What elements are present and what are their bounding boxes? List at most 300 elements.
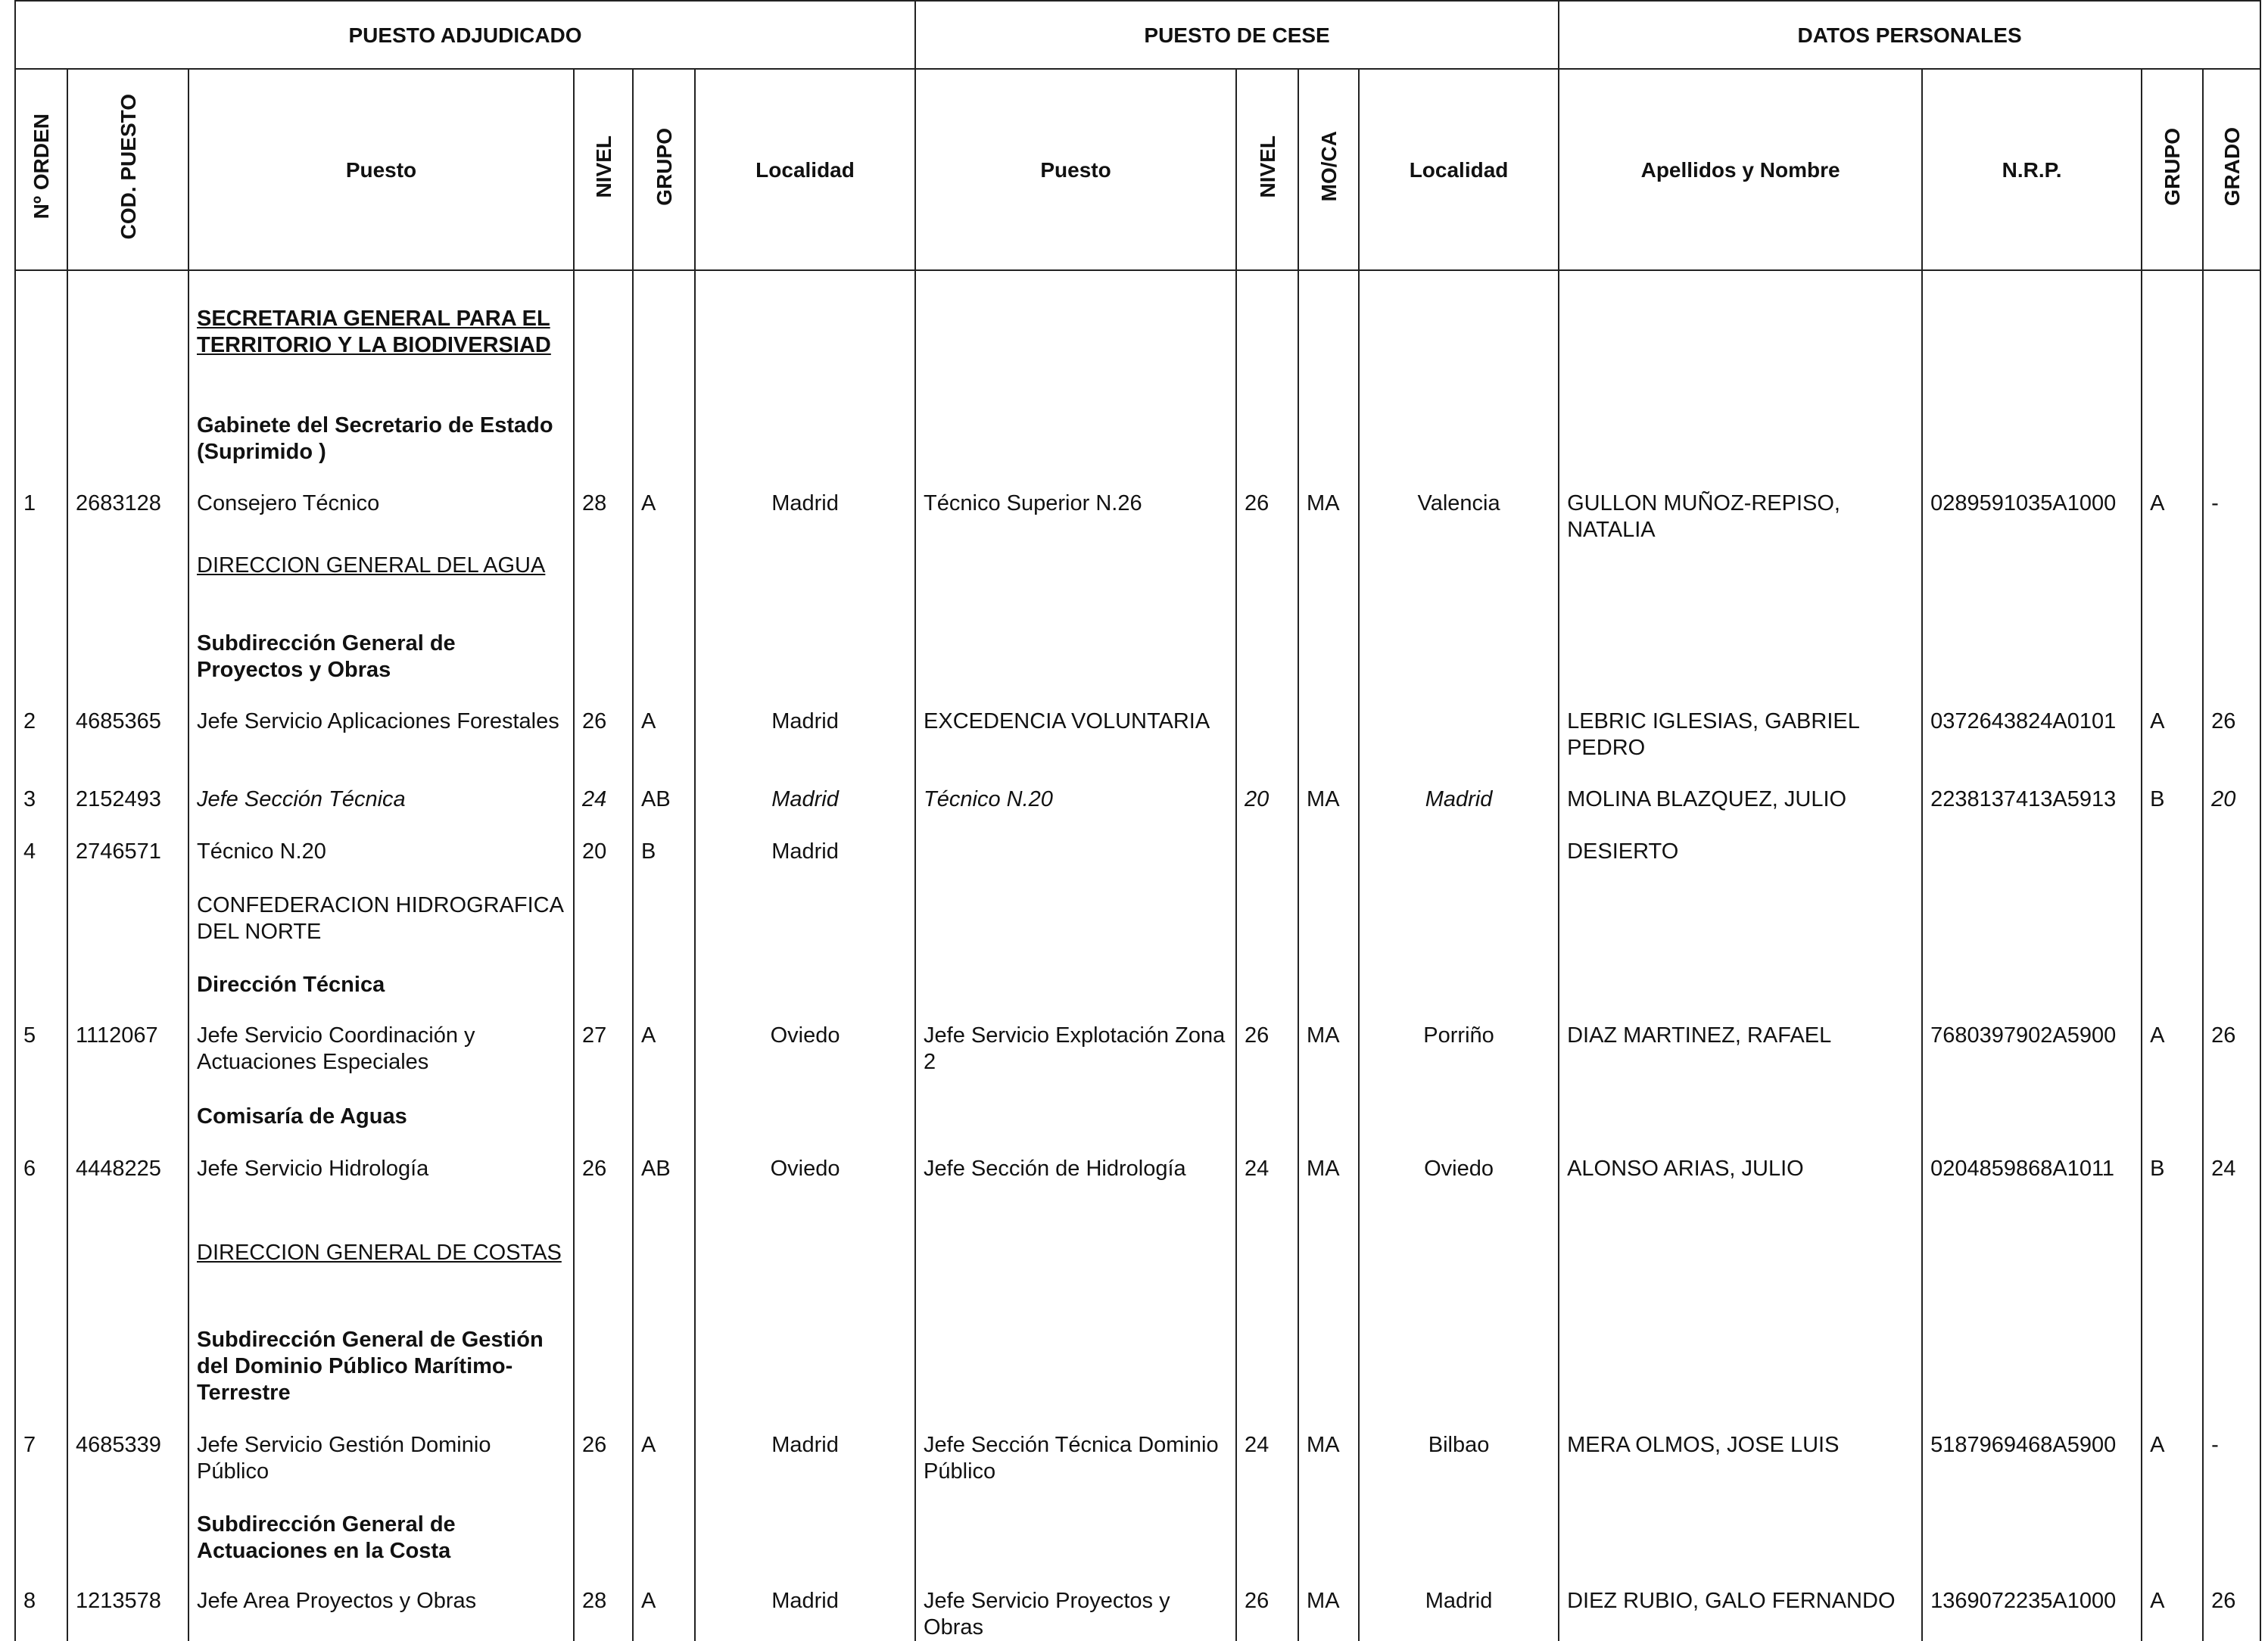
empty-cell bbox=[1298, 621, 1359, 699]
header-label: N.R.P. bbox=[2002, 157, 2062, 182]
col-dp-grupo-cell: B bbox=[2142, 777, 2203, 830]
empty-cell bbox=[695, 883, 915, 963]
empty-cell bbox=[633, 883, 695, 963]
empty-cell bbox=[2142, 543, 2203, 621]
col-grupo-cell: A bbox=[633, 481, 695, 543]
empty-cell bbox=[1922, 1502, 2142, 1579]
empty-cell bbox=[1559, 621, 1922, 699]
col-localidad-cell: Madrid bbox=[695, 481, 915, 543]
table-row bbox=[15, 699, 2260, 777]
col-dp-grupo-cell bbox=[2142, 830, 2203, 883]
empty-cell bbox=[695, 297, 915, 403]
col-nrp-cell: 0204859868A1011 bbox=[1922, 1147, 2142, 1231]
empty-cell bbox=[633, 621, 695, 699]
col-nrp-header bbox=[1922, 69, 2142, 270]
section-heading-row bbox=[15, 1231, 2260, 1318]
empty-cell bbox=[1559, 1231, 1922, 1318]
header-label: NIVEL bbox=[591, 135, 615, 198]
empty-cell bbox=[1359, 1095, 1559, 1147]
empty-cell bbox=[1922, 883, 2142, 963]
empty-cell bbox=[915, 543, 1236, 621]
col-cese-nivel-header bbox=[1236, 69, 1298, 270]
header-label: Localidad bbox=[755, 157, 855, 182]
col-apellidos-nombre-cell: DIAZ MARTINEZ, RAFAEL bbox=[1559, 1014, 1922, 1095]
empty-cell bbox=[1236, 621, 1298, 699]
col-grupo-cell: A bbox=[633, 1014, 695, 1095]
col-nrp-cell: 7680397902A5900 bbox=[1922, 1014, 2142, 1095]
col-localidad-header bbox=[695, 69, 915, 270]
empty-cell bbox=[1298, 963, 1359, 1014]
empty-cell bbox=[2142, 1502, 2203, 1579]
empty-cell bbox=[1922, 963, 2142, 1014]
col-cod-puesto-header bbox=[67, 69, 188, 270]
col-puesto-cell: Jefe Servicio Aplicaciones Forestales bbox=[188, 699, 574, 777]
empty-cell bbox=[15, 1318, 67, 1423]
empty-cell bbox=[15, 1231, 67, 1318]
empty-cell bbox=[1298, 883, 1359, 963]
empty-cell bbox=[1236, 963, 1298, 1014]
section-heading-row bbox=[15, 403, 2260, 481]
empty-cell bbox=[1559, 1502, 1922, 1579]
col-dp-grupo-cell: A bbox=[2142, 481, 2203, 543]
empty-cell bbox=[574, 621, 633, 699]
empty-cell bbox=[67, 297, 188, 403]
col-dp-grupo-cell: A bbox=[2142, 1014, 2203, 1095]
col-apellidos-nombre-cell: GULLON MUÑOZ-REPISO, NATALIA bbox=[1559, 481, 1922, 543]
empty-cell bbox=[15, 963, 67, 1014]
empty-cell bbox=[695, 543, 915, 621]
section-heading: Comisaría de Aguas bbox=[188, 1095, 574, 1147]
empty-cell bbox=[915, 1231, 1236, 1318]
empty-cell bbox=[15, 403, 67, 481]
empty-cell bbox=[1922, 403, 2142, 481]
empty-cell bbox=[915, 883, 1236, 963]
col-puesto-cell: Jefe Servicio Hidrología bbox=[188, 1147, 574, 1231]
col-cese-nivel-cell: 24 bbox=[1236, 1423, 1298, 1502]
empty-cell bbox=[67, 403, 188, 481]
col-puesto-cell: Jefe Sección Técnica bbox=[188, 777, 574, 830]
empty-cell bbox=[633, 403, 695, 481]
col-grupo-cell: AB bbox=[633, 777, 695, 830]
col-dp-grupo-cell: A bbox=[2142, 1579, 2203, 1641]
empty-cell bbox=[1359, 963, 1559, 1014]
col-grado-header bbox=[2203, 69, 2260, 270]
col-cese-localidad-cell: Porriño bbox=[1359, 1014, 1559, 1095]
table-row bbox=[15, 1014, 2260, 1095]
empty-cell bbox=[574, 963, 633, 1014]
col-cod-puesto-cell: 1112067 bbox=[67, 1014, 188, 1095]
empty-cell bbox=[1359, 403, 1559, 481]
col-apellidos-nombre-header bbox=[1559, 69, 1922, 270]
col-moca-cell bbox=[1298, 830, 1359, 883]
col-orden-cell: 3 bbox=[15, 777, 67, 830]
col-nrp-cell: 1369072235A1000 bbox=[1922, 1579, 2142, 1641]
header-label: COD. PUESTO bbox=[116, 93, 140, 240]
empty-cell bbox=[2142, 403, 2203, 481]
col-apellidos-nombre-cell: MOLINA BLAZQUEZ, JULIO bbox=[1559, 777, 1922, 830]
empty-cell bbox=[1298, 543, 1359, 621]
section-heading: DIRECCION GENERAL DEL AGUA bbox=[188, 543, 574, 621]
empty-cell bbox=[1559, 1095, 1922, 1147]
col-dp-grupo-cell: B bbox=[2142, 1147, 2203, 1231]
empty-cell bbox=[2203, 403, 2260, 481]
section-heading-row bbox=[15, 1502, 2260, 1579]
empty-cell bbox=[2203, 621, 2260, 699]
empty-cell bbox=[1236, 1095, 1298, 1147]
col-cese-puesto-cell bbox=[915, 830, 1236, 883]
empty-cell bbox=[574, 297, 633, 403]
empty-cell bbox=[1359, 543, 1559, 621]
empty-cell bbox=[2142, 1231, 2203, 1318]
col-cod-puesto-cell: 4685339 bbox=[67, 1423, 188, 1502]
empty-cell bbox=[1298, 1231, 1359, 1318]
col-cese-nivel-cell: 26 bbox=[1236, 1014, 1298, 1095]
empty-cell bbox=[1359, 883, 1559, 963]
empty-cell bbox=[2142, 297, 2203, 403]
col-dp-grupo-cell: A bbox=[2142, 699, 2203, 777]
col-cese-puesto-cell: Jefe Servicio Explotación Zona 2 bbox=[915, 1014, 1236, 1095]
adjudication-table bbox=[14, 0, 2261, 1641]
empty-cell bbox=[915, 963, 1236, 1014]
col-cese-localidad-cell: Valencia bbox=[1359, 481, 1559, 543]
col-grado-cell bbox=[2203, 830, 2260, 883]
empty-cell bbox=[1236, 403, 1298, 481]
empty-cell bbox=[67, 1231, 188, 1318]
col-localidad-cell: Madrid bbox=[695, 830, 915, 883]
empty-cell bbox=[633, 1095, 695, 1147]
empty-cell bbox=[2203, 883, 2260, 963]
col-moca-cell: MA bbox=[1298, 1423, 1359, 1502]
header-label: MO/CA bbox=[1316, 131, 1341, 202]
col-moca-header bbox=[1298, 69, 1359, 270]
empty-cell bbox=[2142, 1095, 2203, 1147]
spacer-cell bbox=[15, 270, 67, 297]
empty-cell bbox=[1922, 1318, 2142, 1423]
col-localidad-cell: Madrid bbox=[695, 699, 915, 777]
spacer-cell bbox=[1359, 270, 1559, 297]
empty-cell bbox=[15, 883, 67, 963]
empty-cell bbox=[1236, 1502, 1298, 1579]
col-nivel-cell: 26 bbox=[574, 1423, 633, 1502]
col-nivel-cell: 28 bbox=[574, 481, 633, 543]
col-grupo-cell: A bbox=[633, 1579, 695, 1641]
col-cese-localidad-cell bbox=[1359, 830, 1559, 883]
empty-cell bbox=[1922, 621, 2142, 699]
empty-cell bbox=[1236, 297, 1298, 403]
table-row bbox=[15, 1423, 2260, 1502]
empty-cell bbox=[1922, 297, 2142, 403]
header-label: GRUPO bbox=[2161, 127, 2185, 206]
empty-cell bbox=[1559, 883, 1922, 963]
col-cese-nivel-cell bbox=[1236, 699, 1298, 777]
col-nivel-cell: 24 bbox=[574, 777, 633, 830]
col-cese-puesto-cell: Jefe Sección Técnica Dominio Público bbox=[915, 1423, 1236, 1502]
empty-cell bbox=[67, 883, 188, 963]
col-cese-nivel-cell: 26 bbox=[1236, 481, 1298, 543]
col-nivel-cell: 20 bbox=[574, 830, 633, 883]
empty-cell bbox=[915, 1318, 1236, 1423]
empty-cell bbox=[1298, 1318, 1359, 1423]
group-header-puesto-cese: PUESTO DE CESE bbox=[915, 1, 1559, 69]
col-localidad-cell: Madrid bbox=[695, 1423, 915, 1502]
section-heading-row bbox=[15, 883, 2260, 963]
empty-cell bbox=[574, 1095, 633, 1147]
empty-cell bbox=[1559, 543, 1922, 621]
col-cese-nivel-cell: 20 bbox=[1236, 777, 1298, 830]
col-cese-nivel-cell bbox=[1236, 830, 1298, 883]
col-apellidos-nombre-cell: LEBRIC IGLESIAS, GABRIEL PEDRO bbox=[1559, 699, 1922, 777]
empty-cell bbox=[633, 963, 695, 1014]
header-label: Localidad bbox=[1409, 157, 1509, 182]
col-orden-cell: 1 bbox=[15, 481, 67, 543]
col-orden-cell: 2 bbox=[15, 699, 67, 777]
empty-cell bbox=[67, 963, 188, 1014]
header-label: GRADO bbox=[2220, 126, 2244, 207]
section-heading-row bbox=[15, 621, 2260, 699]
col-cese-nivel-cell: 26 bbox=[1236, 1579, 1298, 1641]
empty-cell bbox=[574, 1318, 633, 1423]
col-grupo-header bbox=[633, 69, 695, 270]
col-localidad-cell: Madrid bbox=[695, 777, 915, 830]
empty-cell bbox=[2203, 1231, 2260, 1318]
group-header-puesto-adjudicado: PUESTO ADJUDICADO bbox=[15, 1, 915, 69]
col-nrp-cell: 5187969468A5900 bbox=[1922, 1423, 2142, 1502]
empty-cell bbox=[67, 1502, 188, 1579]
col-cese-localidad-cell: Oviedo bbox=[1359, 1147, 1559, 1231]
col-orden-cell: 7 bbox=[15, 1423, 67, 1502]
col-cese-puesto-cell: EXCEDENCIA VOLUNTARIA bbox=[915, 699, 1236, 777]
col-apellidos-nombre-cell: ALONSO ARIAS, JULIO bbox=[1559, 1147, 1922, 1231]
empty-cell bbox=[15, 621, 67, 699]
col-moca-cell: MA bbox=[1298, 1147, 1359, 1231]
empty-cell bbox=[2142, 963, 2203, 1014]
empty-cell bbox=[633, 297, 695, 403]
empty-cell bbox=[2203, 963, 2260, 1014]
col-moca-cell: MA bbox=[1298, 1579, 1359, 1641]
col-cese-localidad-cell: Madrid bbox=[1359, 1579, 1559, 1641]
empty-cell bbox=[915, 621, 1236, 699]
col-cese-puesto-cell: Técnico N.20 bbox=[915, 777, 1236, 830]
header-label: Puesto bbox=[345, 157, 417, 182]
empty-cell bbox=[2203, 1318, 2260, 1423]
header-label: Apellidos y Nombre bbox=[1640, 157, 1840, 182]
spacer-cell bbox=[1298, 270, 1359, 297]
col-orden-cell: 4 bbox=[15, 830, 67, 883]
empty-cell bbox=[695, 1318, 915, 1423]
empty-cell bbox=[1236, 1318, 1298, 1423]
col-grado-cell: 26 bbox=[2203, 1579, 2260, 1641]
col-nivel-cell: 28 bbox=[574, 1579, 633, 1641]
col-cod-puesto-cell: 2683128 bbox=[67, 481, 188, 543]
col-cod-puesto-cell: 2746571 bbox=[67, 830, 188, 883]
empty-cell bbox=[1559, 963, 1922, 1014]
col-puesto-cell: Jefe Area Proyectos y Obras bbox=[188, 1579, 574, 1641]
section-heading: SECRETARIA GENERAL PARA EL TERRITORIO Y LA BIODIVERSIAD bbox=[188, 297, 574, 403]
empty-cell bbox=[695, 1231, 915, 1318]
col-puesto-cell: Jefe Servicio Gestión Dominio Público bbox=[188, 1423, 574, 1502]
col-puesto-cell: Consejero Técnico bbox=[188, 481, 574, 543]
col-puesto-cell: Técnico N.20 bbox=[188, 830, 574, 883]
empty-cell bbox=[574, 1231, 633, 1318]
table-row bbox=[15, 481, 2260, 543]
spacer-cell bbox=[1559, 270, 1922, 297]
section-heading-row bbox=[15, 543, 2260, 621]
empty-cell bbox=[695, 403, 915, 481]
empty-cell bbox=[1298, 1095, 1359, 1147]
col-apellidos-nombre-cell: DIEZ RUBIO, GALO FERNANDO bbox=[1559, 1579, 1922, 1641]
col-nivel-cell: 26 bbox=[574, 699, 633, 777]
col-cese-nivel-cell: 24 bbox=[1236, 1147, 1298, 1231]
empty-cell bbox=[1236, 883, 1298, 963]
empty-cell bbox=[915, 1502, 1236, 1579]
group-header-datos-personales: DATOS PERSONALES bbox=[1559, 1, 2260, 69]
empty-cell bbox=[695, 963, 915, 1014]
col-orden-header bbox=[15, 69, 67, 270]
col-nivel-cell: 26 bbox=[574, 1147, 633, 1231]
col-moca-cell: MA bbox=[1298, 1014, 1359, 1095]
col-orden-cell: 6 bbox=[15, 1147, 67, 1231]
col-dp-grupo-cell: A bbox=[2142, 1423, 2203, 1502]
section-heading: Subdirección General de Gestión del Dominio Público Marítimo-Terrestre bbox=[188, 1318, 574, 1423]
spacer-cell bbox=[188, 270, 574, 297]
empty-cell bbox=[2203, 543, 2260, 621]
col-localidad-cell: Madrid bbox=[695, 1579, 915, 1641]
empty-cell bbox=[67, 543, 188, 621]
empty-cell bbox=[15, 543, 67, 621]
empty-cell bbox=[1922, 543, 2142, 621]
col-cod-puesto-cell: 1213578 bbox=[67, 1579, 188, 1641]
col-grupo-cell: A bbox=[633, 699, 695, 777]
empty-cell bbox=[1236, 1231, 1298, 1318]
section-heading: DIRECCION GENERAL DE COSTAS bbox=[188, 1231, 574, 1318]
section-heading: Dirección Técnica bbox=[188, 963, 574, 1014]
empty-cell bbox=[1559, 1318, 1922, 1423]
section-heading-row bbox=[15, 1095, 2260, 1147]
table-row bbox=[15, 1147, 2260, 1231]
empty-cell bbox=[67, 621, 188, 699]
header-label: Puesto bbox=[1040, 157, 1111, 182]
empty-cell bbox=[67, 1318, 188, 1423]
header-label: Nº ORDEN bbox=[30, 114, 53, 220]
spacer-cell bbox=[2203, 270, 2260, 297]
empty-cell bbox=[1922, 1231, 2142, 1318]
empty-cell bbox=[695, 1095, 915, 1147]
col-grado-cell: 26 bbox=[2203, 1014, 2260, 1095]
empty-cell bbox=[1298, 1502, 1359, 1579]
empty-cell bbox=[1359, 1318, 1559, 1423]
empty-cell bbox=[574, 543, 633, 621]
empty-cell bbox=[574, 403, 633, 481]
empty-cell bbox=[2142, 621, 2203, 699]
empty-cell bbox=[633, 1318, 695, 1423]
table-row bbox=[15, 1579, 2260, 1641]
header-label: GRUPO bbox=[652, 127, 676, 206]
col-cese-localidad-cell: Bilbao bbox=[1359, 1423, 1559, 1502]
empty-cell bbox=[1298, 297, 1359, 403]
spacer-cell bbox=[695, 270, 915, 297]
empty-cell bbox=[15, 297, 67, 403]
col-cese-puesto-cell: Técnico Superior N.26 bbox=[915, 481, 1236, 543]
col-cese-puesto-header bbox=[915, 69, 1236, 270]
empty-cell bbox=[2203, 297, 2260, 403]
col-nivel-header bbox=[574, 69, 633, 270]
col-nrp-cell: 0372643824A0101 bbox=[1922, 699, 2142, 777]
spacer-cell bbox=[1236, 270, 1298, 297]
spacer-cell bbox=[67, 270, 188, 297]
spacer-cell bbox=[574, 270, 633, 297]
empty-cell bbox=[1359, 297, 1559, 403]
col-apellidos-nombre-cell: DESIERTO bbox=[1559, 830, 1922, 883]
spacer-cell bbox=[633, 270, 695, 297]
empty-cell bbox=[915, 1095, 1236, 1147]
empty-cell bbox=[67, 1095, 188, 1147]
empty-cell bbox=[1359, 1502, 1559, 1579]
empty-cell bbox=[1559, 403, 1922, 481]
empty-cell bbox=[695, 1502, 915, 1579]
empty-cell bbox=[574, 1502, 633, 1579]
col-puesto-header bbox=[188, 69, 574, 270]
empty-cell bbox=[2203, 1502, 2260, 1579]
col-cod-puesto-cell: 4448225 bbox=[67, 1147, 188, 1231]
empty-cell bbox=[2142, 1318, 2203, 1423]
empty-cell bbox=[574, 883, 633, 963]
col-grado-cell: 24 bbox=[2203, 1147, 2260, 1231]
col-moca-cell bbox=[1298, 699, 1359, 777]
section-heading: CONFEDERACION HIDROGRAFICA DEL NORTE bbox=[188, 883, 574, 963]
col-localidad-cell: Oviedo bbox=[695, 1147, 915, 1231]
col-grupo-cell: B bbox=[633, 830, 695, 883]
col-grado-cell: 20 bbox=[2203, 777, 2260, 830]
col-cese-puesto-cell: Jefe Sección de Hidrología bbox=[915, 1147, 1236, 1231]
table-row bbox=[15, 777, 2260, 830]
col-cese-localidad-cell bbox=[1359, 699, 1559, 777]
col-dp-grupo-header bbox=[2142, 69, 2203, 270]
spacer-cell bbox=[1922, 270, 2142, 297]
empty-cell bbox=[695, 621, 915, 699]
col-localidad-cell: Oviedo bbox=[695, 1014, 915, 1095]
empty-cell bbox=[15, 1502, 67, 1579]
spacer-cell bbox=[2142, 270, 2203, 297]
empty-cell bbox=[2203, 1095, 2260, 1147]
col-grado-cell: - bbox=[2203, 481, 2260, 543]
col-moca-cell: MA bbox=[1298, 481, 1359, 543]
empty-cell bbox=[1298, 403, 1359, 481]
table-row bbox=[15, 830, 2260, 883]
empty-cell bbox=[915, 297, 1236, 403]
empty-cell bbox=[633, 1231, 695, 1318]
col-cese-localidad-cell: Madrid bbox=[1359, 777, 1559, 830]
col-puesto-cell: Jefe Servicio Coordinación y Actuaciones Especiales bbox=[188, 1014, 574, 1095]
col-grado-cell: - bbox=[2203, 1423, 2260, 1502]
empty-cell bbox=[915, 403, 1236, 481]
empty-cell bbox=[1236, 543, 1298, 621]
section-heading: Gabinete del Secretario de Estado (Suprimido ) bbox=[188, 403, 574, 481]
section-heading-row bbox=[15, 963, 2260, 1014]
empty-cell bbox=[1359, 1231, 1559, 1318]
col-moca-cell: MA bbox=[1298, 777, 1359, 830]
section-heading: Subdirección General de Proyectos y Obras bbox=[188, 621, 574, 699]
empty-cell bbox=[2142, 883, 2203, 963]
section-heading-row bbox=[15, 1318, 2260, 1423]
col-orden-cell: 8 bbox=[15, 1579, 67, 1641]
col-grupo-cell: AB bbox=[633, 1147, 695, 1231]
empty-cell bbox=[633, 1502, 695, 1579]
empty-cell bbox=[1559, 297, 1922, 403]
col-cese-localidad-header bbox=[1359, 69, 1559, 270]
col-cese-puesto-cell: Jefe Servicio Proyectos y Obras bbox=[915, 1579, 1236, 1641]
empty-cell bbox=[15, 1095, 67, 1147]
col-apellidos-nombre-cell: MERA OLMOS, JOSE LUIS bbox=[1559, 1423, 1922, 1502]
